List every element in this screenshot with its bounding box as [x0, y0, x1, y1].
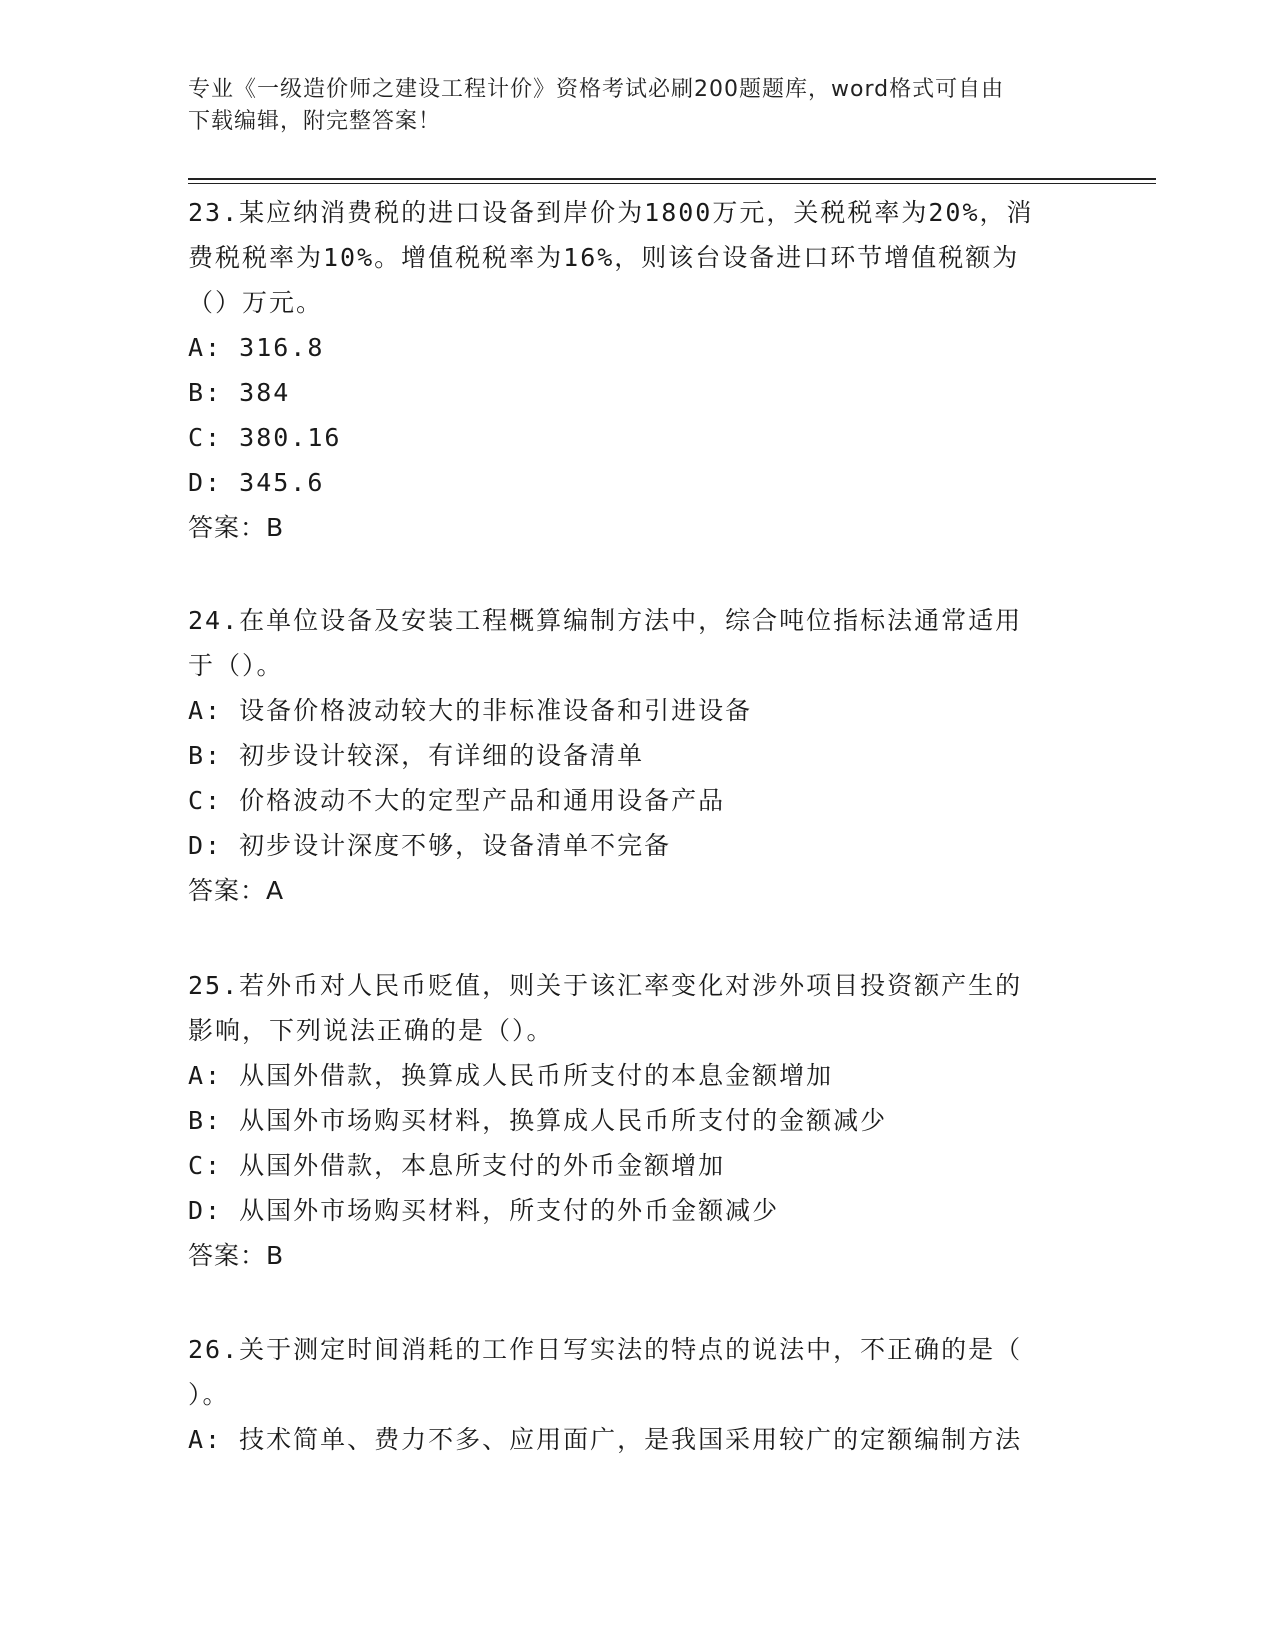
question-stem-line: 24.在单位设备及安装工程概算编制方法中，综合吨位指标法通常适用: [188, 606, 1023, 635]
answer-line: 答案：B: [188, 513, 285, 542]
option-a: A: 从国外借款，换算成人民币所支付的本息金额增加: [188, 1061, 834, 1090]
option-b: B: 384: [188, 378, 291, 407]
option-d: D: 初步设计深度不够，设备清单不完备: [188, 831, 672, 860]
option-d: D: 从国外市场购买材料，所支付的外币金额减少: [188, 1196, 780, 1225]
answer-line: 答案：B: [188, 1241, 285, 1270]
header-divider-thin: [188, 183, 1156, 184]
option-a: A: 316.8: [188, 333, 325, 362]
option-c: C: 价格波动不大的定型产品和通用设备产品: [188, 786, 726, 815]
question-stem-line: 费税税率为10%。增值税税率为16%，则该台设备进口环节增值税额为: [188, 243, 1020, 272]
question-stem-line: （）万元。: [188, 288, 324, 317]
question-23: [188, 190, 1088, 550]
question-26: [188, 1327, 1088, 1462]
question-stem-line: 25.若外币对人民币贬值，则关于该汇率变化对涉外项目投资额产生的: [188, 971, 1023, 1000]
option-b: B: 初步设计较深，有详细的设备清单: [188, 741, 645, 770]
header-title-line-1: 专业《一级造价师之建设工程计价》资格考试必刷200题题库，word格式可自由: [188, 77, 1005, 102]
question-25: [188, 963, 1088, 1278]
option-c: C: 从国外借款，本息所支付的外币金额增加: [188, 1151, 726, 1180]
document-header: [188, 74, 1068, 138]
question-stem-line: 于（）。: [188, 651, 284, 680]
answer-line: 答案：A: [188, 876, 285, 905]
option-a: A: 技术简单、费力不多、应用面广，是我国采用较广的定额编制方法: [188, 1425, 1023, 1454]
header-title-line-2: 下载编辑，附完整答案！: [188, 109, 442, 134]
header-divider-thick: [188, 178, 1156, 180]
question-stem-line: ）。: [188, 1380, 230, 1409]
question-stem-line: 26.关于测定时间消耗的工作日写实法的特点的说法中，不正确的是（: [188, 1335, 1023, 1364]
option-d: D: 345.6: [188, 468, 325, 497]
option-c: C: 380.16: [188, 423, 342, 452]
question-24: [188, 598, 1088, 913]
question-stem-line: 影响，下列说法正确的是（）。: [188, 1016, 554, 1045]
option-a: A: 设备价格波动较大的非标准设备和引进设备: [188, 696, 753, 725]
option-b: B: 从国外市场购买材料，换算成人民币所支付的金额减少: [188, 1106, 888, 1135]
question-stem-line: 23.某应纳消费税的进口设备到岸价为1800万元，关税税率为20%，消: [188, 198, 1034, 227]
